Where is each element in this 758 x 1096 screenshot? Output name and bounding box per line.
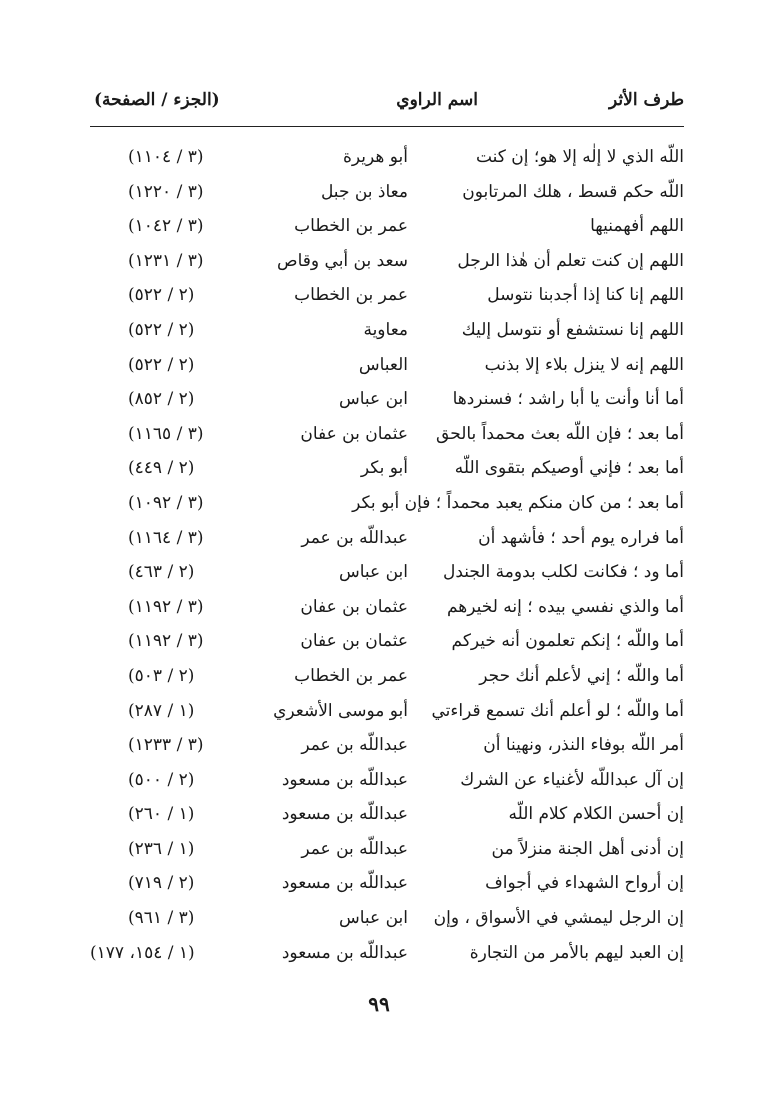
hadith-excerpt: أما بعد ؛ فإن اللّه بعث محمداً بالحق <box>436 423 684 444</box>
volume-page-ref: (٣ / ١٢٣١) <box>128 250 204 271</box>
hadith-excerpt: أما واللّه ؛ إنكم تعلمون أنه خيركم <box>451 631 684 652</box>
narrator-name: عبداللّه بن مسعود <box>281 769 408 790</box>
narrator-name: عثمان بن عفان <box>300 631 408 652</box>
volume-page-ref: (٢ / ٨٥٢) <box>128 389 195 410</box>
volume-page-ref: (٣ / ١٠٤٢) <box>128 216 204 237</box>
volume-page-ref: (٣ / ١١٦٥) <box>128 423 204 444</box>
hadith-excerpt: إن العبد ليهم بالأمر من التجارة <box>469 942 684 963</box>
volume-page-ref: (١ / ١٥٤، ١٧٧) <box>90 942 195 963</box>
header-hadith-excerpt: طرف الأثر <box>609 90 684 110</box>
table-row <box>90 278 684 313</box>
table-row <box>90 694 684 729</box>
hadith-excerpt: أما بعد ؛ فإني أوصيكم بتقوى اللّه <box>454 458 684 479</box>
hadith-excerpt: اللهم أفهمنيها <box>590 216 684 237</box>
table-row <box>90 209 684 244</box>
hadith-excerpt: إن أحسن الكلام كلام اللّه <box>508 804 684 825</box>
table-row <box>90 763 684 798</box>
volume-page-ref: (٢ / ٧١٩) <box>128 873 195 894</box>
volume-page-ref: (٣ / ١٢٣٣) <box>128 735 204 756</box>
header-narrator: اسم الراوي <box>396 90 478 110</box>
narrator-name: عبداللّه بن عمر <box>301 838 408 859</box>
table-row <box>90 348 684 383</box>
hadith-excerpt: أما ود ؛ فكانت لكلب بدومة الجندل <box>443 562 684 583</box>
table-row <box>90 728 684 763</box>
table-row <box>90 797 684 832</box>
volume-page-ref: (١ / ٢٦٠) <box>128 804 195 825</box>
hadith-excerpt: اللهم إنا كنا إذا أجدبنا نتوسل <box>487 285 684 306</box>
table-row <box>90 901 684 936</box>
table-row <box>90 451 684 486</box>
narrator-name: عبداللّه بن مسعود <box>281 804 408 825</box>
volume-page-ref: (٣ / ١١٩٢) <box>128 596 204 617</box>
hadith-excerpt: إن أرواح الشهداء في أجواف <box>485 873 684 894</box>
narrator-name: ابن عباس <box>338 562 408 583</box>
narrator-name: عمر بن الخطاب <box>294 216 408 237</box>
table-header <box>90 90 684 120</box>
table-row <box>90 486 684 521</box>
volume-page-ref: (٣ / ١٠٩٢) <box>128 492 204 513</box>
narrator-name: أبو بكر <box>360 458 408 479</box>
hadith-excerpt: اللهم إنه لا ينزل بلاء إلا بذنب <box>484 354 684 375</box>
table-row <box>90 521 684 556</box>
table-row <box>90 417 684 452</box>
hadith-excerpt: إن الرجل ليمشي في الأسواق ، وإن <box>433 908 684 929</box>
table-row <box>90 555 684 590</box>
narrator-name: أبو موسى الأشعري <box>273 700 408 721</box>
volume-page-ref: (٢ / ٤٦٣) <box>128 562 195 583</box>
hadith-excerpt: اللهم إنا نستشفع أو نتوسل إليك <box>461 319 684 340</box>
volume-page-ref: (١ / ٢٨٧) <box>128 700 195 721</box>
narrator-name: عبداللّه بن مسعود <box>281 942 408 963</box>
table-row <box>90 659 684 694</box>
hadith-excerpt: أما والذي نفسي بيده ؛ إنه لخيرهم <box>446 596 684 617</box>
narrator-name: أبو هريرة <box>342 147 408 167</box>
volume-page-ref: (٢ / ٥٢٢) <box>128 354 195 375</box>
narrator-name: عمر بن الخطاب <box>294 665 408 686</box>
narrator-name: العباس <box>358 354 408 375</box>
table-row <box>90 313 684 348</box>
narrator-name: عبداللّه بن عمر <box>301 527 408 548</box>
header-divider <box>90 126 684 127</box>
volume-page-ref: (٢ / ٥٢٢) <box>128 285 195 306</box>
narrator-name: معاذ بن جبل <box>320 181 408 202</box>
hadith-excerpt: إن آل عبداللّه لأغنياء عن الشرك <box>460 769 684 790</box>
volume-page-ref: (٢ / ٥٠٠) <box>128 769 195 790</box>
hadith-excerpt: اللّه الذي لا إلٰه إلا هو؛ إن كنت <box>475 147 684 167</box>
volume-page-ref: (١ / ٢٣٦) <box>128 838 195 859</box>
table-row <box>90 382 684 417</box>
volume-page-ref: (٣ / ١٢٢٠) <box>128 181 204 202</box>
volume-page-ref: (٣ / ١١٩٢) <box>128 631 204 652</box>
header-volume-page: (الجزء / الصفحة) <box>94 90 220 110</box>
narrator-name: عبداللّه بن عمر <box>301 735 408 756</box>
narrator-name: ابن عباس <box>338 908 408 929</box>
page-number: ٩٩ <box>368 992 390 1016</box>
table-row <box>90 590 684 625</box>
narrator-name: عثمان بن عفان <box>300 596 408 617</box>
table-row <box>90 936 684 971</box>
table-row <box>90 175 684 210</box>
narrator-name: عمر بن الخطاب <box>294 285 408 306</box>
table-row <box>90 832 684 867</box>
hadith-excerpt: أما واللّه ؛ لو أعلم أنك تسمع قراءتي <box>431 700 684 721</box>
hadith-excerpt: اللّه حكم قسط ، هلك المرتابون <box>462 181 684 202</box>
narrator-name: عثمان بن عفان <box>300 423 408 444</box>
index-table <box>90 140 684 970</box>
table-row <box>90 866 684 901</box>
narrator-name: معاوية <box>363 319 408 340</box>
hadith-excerpt: أما أنا وأنت يا أبا راشد ؛ فسنردها <box>452 389 684 410</box>
hadith-excerpt: إن أدنى أهل الجنة منزلاً من <box>491 838 684 859</box>
hadith-excerpt: أما فراره يوم أحد ؛ فأشهد أن <box>478 527 684 548</box>
volume-page-ref: (٣ / ١١٦٤) <box>128 527 204 548</box>
hadith-excerpt: أمر اللّه بوفاء النذر، ونهينا أن <box>483 735 684 756</box>
hadith-excerpt: اللهم إن كنت تعلم أن هٰذا الرجل <box>457 250 684 271</box>
narrator-name: عبداللّه بن مسعود <box>281 873 408 894</box>
volume-page-ref: (٣ / ١١٠٤) <box>128 147 204 167</box>
table-row <box>90 624 684 659</box>
table-row <box>90 244 684 279</box>
volume-page-ref: (٢ / ٥٢٢) <box>128 319 195 340</box>
volume-page-ref: (٣ / ٩٦١) <box>128 908 195 929</box>
hadith-excerpt: أما واللّه ؛ إني لأعلم أنك حجر <box>479 665 684 686</box>
narrator-name: ابن عباس <box>338 389 408 410</box>
table-row <box>90 140 684 175</box>
hadith-excerpt: أما بعد ؛ من كان منكم يعبد محمداً ؛ فإن أبو بكر <box>352 492 684 513</box>
volume-page-ref: (٢ / ٥٠٣) <box>128 665 195 686</box>
volume-page-ref: (٢ / ٤٤٩) <box>128 458 195 479</box>
narrator-name: سعد بن أبي وقاص <box>277 250 408 271</box>
